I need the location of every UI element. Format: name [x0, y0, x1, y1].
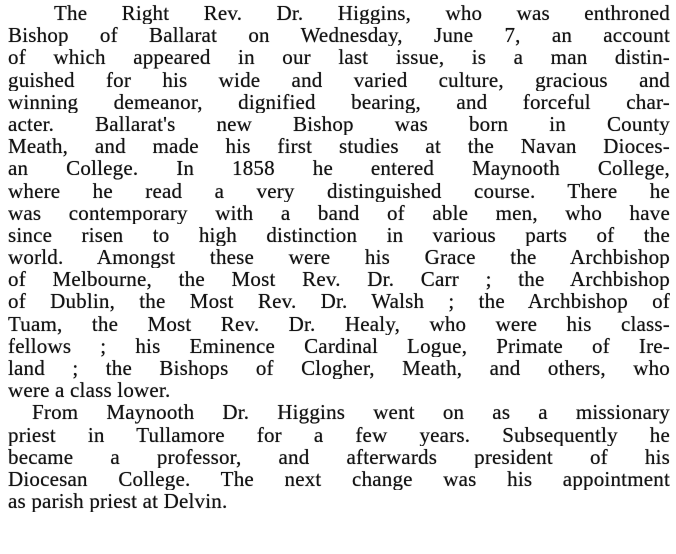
- text-line: winning demeanor, dignified bearing, and forceful char-: [8, 90, 670, 113]
- text-line: Meath, and made his first studies at the Navan Dioces-: [8, 135, 670, 158]
- text-line: guished for his wide and varied culture, gracious and: [8, 68, 670, 91]
- text-line: of Dublin, the Most Rev. Dr. Walsh ; the Archbishop of: [8, 290, 670, 313]
- text-line: of which appeared in our last issue, is a man distin-: [8, 46, 670, 69]
- text-line: since risen to high distinction in various parts of the: [8, 223, 670, 247]
- text-line: land ; the Bishops of Clogher, Meath, and others, who: [8, 357, 670, 380]
- text-line: Bishop of Ballarat on Wednesday, June 7, an account: [8, 24, 670, 47]
- text-line: of Melbourne, the Most Rev. Dr. Carr ; the Archbishop: [8, 268, 670, 291]
- text-line: where he read a very distinguished course. There he: [8, 179, 670, 202]
- text-line: priest in Tullamore for a few years. Subsequently he: [8, 423, 670, 446]
- paragraph-1: [8, 2, 670, 401]
- paragraph-2: [8, 401, 670, 512]
- text-line: world. Amongst these were his Grace the Archbishop: [8, 246, 670, 269]
- text-line: From Maynooth Dr. Higgins went on as a missionary: [32, 401, 670, 424]
- text-line: became a professor, and afterwards president of his: [8, 445, 670, 468]
- text-line: fellows ; his Eminence Cardinal Logue, Primate of Ire-: [8, 334, 670, 357]
- text-line: was contemporary with a band of able men, who have: [8, 201, 670, 224]
- text-line: were a class lower.: [8, 379, 171, 402]
- text-line: an College. In 1858 he entered Maynooth College,: [8, 157, 670, 180]
- text-line: acter. Ballarat's new Bishop was born in County: [8, 112, 670, 136]
- text-line: Tuam, the Most Rev. Dr. Healy, who were his class-: [8, 312, 670, 335]
- text-line: The Right Rev. Dr. Higgins, who was enthroned: [54, 2, 670, 25]
- text-line: as parish priest at Delvin.: [8, 490, 228, 513]
- text-line: Diocesan College. The next change was his appointment: [8, 467, 670, 491]
